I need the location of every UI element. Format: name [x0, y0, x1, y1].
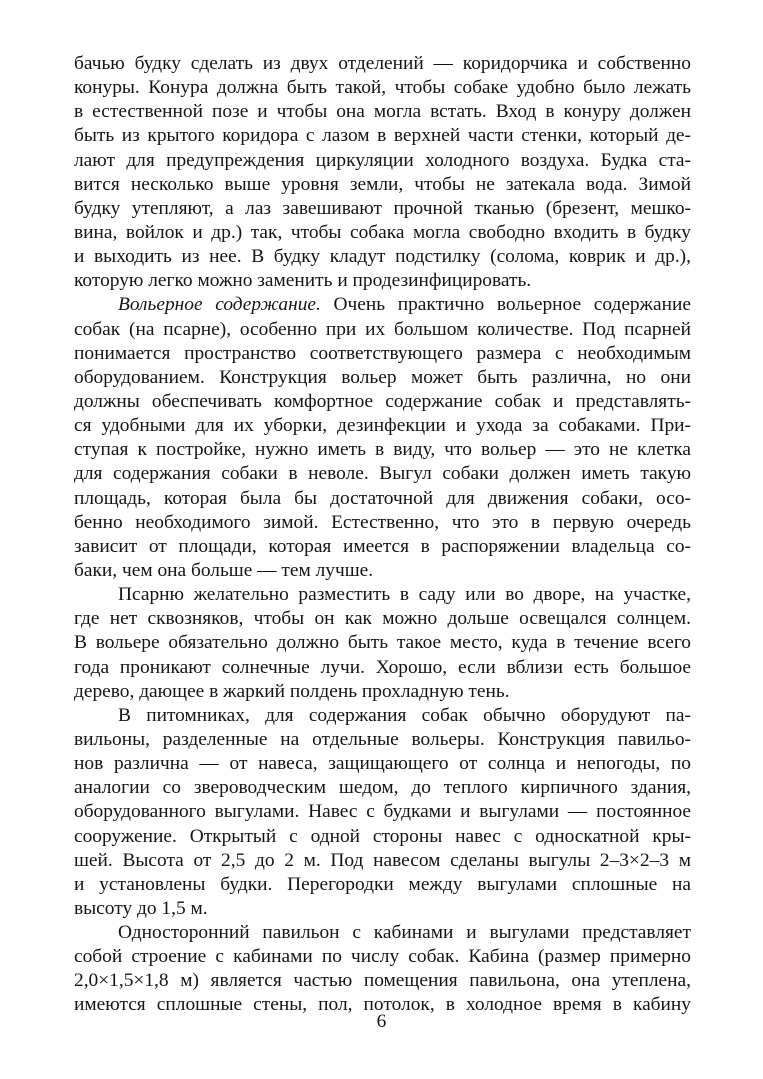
text-line: и установлены будки. Перегородки между выгулами сплошные на [74, 873, 691, 895]
text-line: ступая к постройке, нужно иметь в виду, что вольер — это не клетка [74, 439, 691, 461]
section-heading: Вольерное содержание. [118, 294, 321, 316]
text-line: баки, чем она больше — тем лучше. [74, 559, 374, 581]
paragraph-4 [74, 704, 691, 921]
text-line [74, 293, 691, 317]
text-line: шей. Высота от 2,5 до 2 м. Под навесом сделаны выгулы 2–3×2–3 м [74, 849, 691, 871]
text-line: в естественной позе и чтобы она могла встать. Вход в конуру должен [74, 101, 691, 123]
text-line: площадь, которая была бы достаточной для движения собаки, осо- [74, 487, 691, 509]
text-line: оборудованием. Конструкция вольер может быть различна, но они [74, 366, 691, 388]
text-line: сооружение. Открытый с одной стороны навес с односкатной кры- [74, 825, 691, 847]
paragraph-1 [74, 52, 691, 293]
paragraph-5 [74, 921, 691, 1018]
text-line: 2,0×1,5×1,8 м) является частью помещения павильона, она утеплена, [74, 970, 691, 992]
text-line: для содержания собаки в неволе. Выгул собаки должен иметь такую [74, 463, 691, 485]
text-line: высоту до 1,5 м. [74, 897, 208, 919]
text-line: и выходить из нее. В будку кладут подстилку (солома, коврик и др.), [74, 246, 691, 268]
text-line: вильоны, разделенные на отдельные вольеры. Конструкция павильо- [74, 728, 691, 750]
text-line: быть из крытого коридора с лазом в верхней части стенки, который де- [74, 125, 691, 147]
text-line: бачью будку сделать из двух отделений — коридорчика и собственно [74, 53, 691, 74]
text-line: конуры. Конура должна быть такой, чтобы собаке удобно было лежать [74, 77, 691, 99]
text-line: Псарню желательно разместить в саду или во дворе, на участке, [118, 584, 691, 606]
text-run: Очень практично вольерное содержание [320, 294, 691, 316]
text-line: вится несколько выше уровня земли, чтобы не затекала вода. Зимой [74, 173, 691, 195]
paragraph-2 [74, 293, 691, 583]
text-line: В питомниках, для содержания собак обычно оборудуют па- [118, 704, 691, 726]
text-line: оборудованного выгулами. Навес с будками и выгулами — постоянное [74, 801, 691, 823]
text-line: нов различна — от навеса, защищающего от солнца и непогоды, по [74, 753, 691, 775]
page-text [74, 52, 691, 1018]
text-line: аналогии со звероводческим шедом, до теплого кирпичного здания, [74, 777, 691, 799]
text-line: имеются сплошные стены, пол, потолок, в холодное время в кабину [74, 994, 691, 1016]
text-line: будку утепляют, а лаз завешивают прочной тканью (брезент, мешко- [74, 197, 691, 219]
text-line: лают для предупреждения циркуляции холодного воздуха. Будка ста- [74, 149, 691, 171]
text-line: Односторонний павильон с кабинами и выгулами представляет [118, 922, 691, 944]
text-line: должны обеспечивать комфортное содержание собак и представлять- [74, 390, 691, 412]
paragraph-3 [74, 583, 691, 704]
page-number: 6 [376, 1011, 387, 1032]
text-line: В вольере обязательно должно быть такое место, куда в течение всего [74, 632, 691, 654]
text-line: собой строение с кабинами по числу собак. Кабина (размер примерно [74, 946, 691, 968]
text-line: где нет сквозняков, чтобы он как можно дольше освещался солнцем. [74, 608, 691, 630]
text-line: вина, войлок и др.) так, чтобы собака могла свободно входить в будку [74, 221, 691, 243]
text-line: понимается пространство соответствующего размера с необходимым [74, 342, 691, 364]
text-line: которую легко можно заменить и продезинфицировать. [74, 270, 532, 292]
text-line: собак (на псарне), особенно при их большом количестве. Под псарней [74, 318, 691, 340]
text-line: дерево, дающее в жаркий полдень прохладную тень. [74, 680, 510, 702]
text-line: года проникают солнечные лучи. Хорошо, если вблизи есть большое [74, 656, 691, 678]
text-line: бенно необходимого зимой. Естественно, что это в первую очередь [74, 511, 691, 533]
text-line: зависит от площади, которая имеется в распоряжении владельца со- [74, 535, 691, 557]
text-line: ся удобными для их уборки, дезинфекции и ухода за собаками. При- [74, 415, 691, 437]
